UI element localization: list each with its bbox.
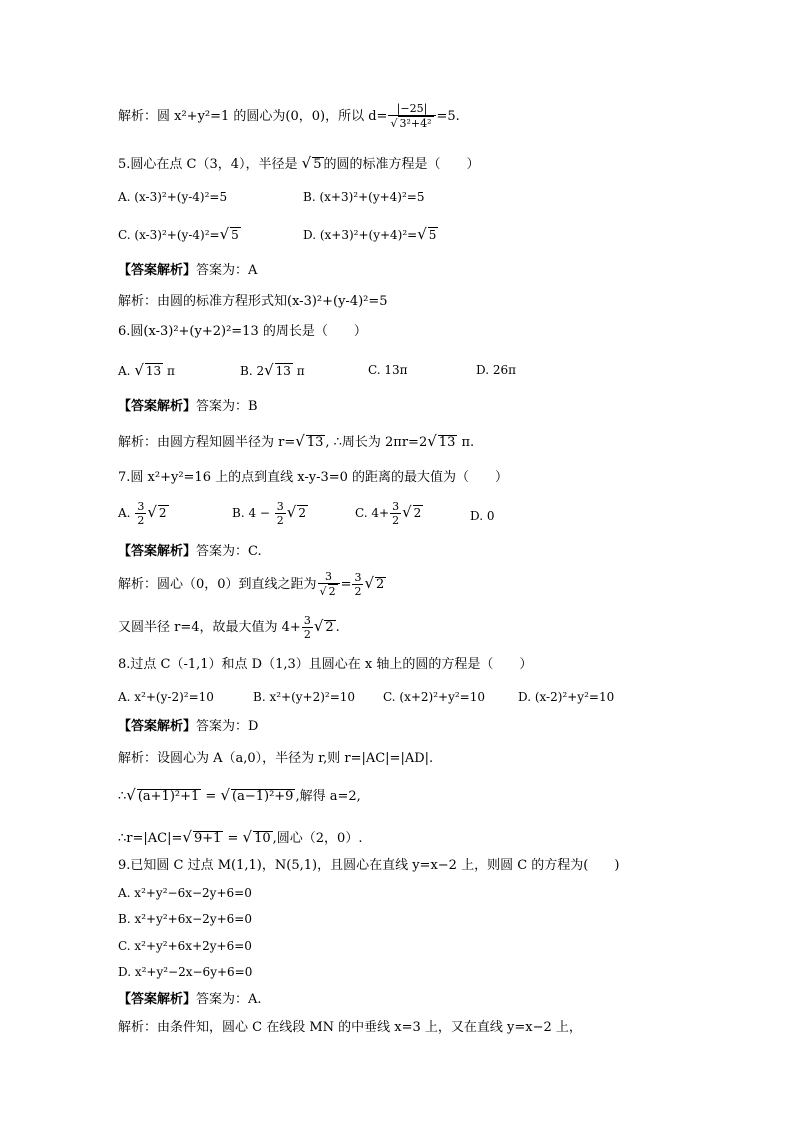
explanation-8c: ∴r=|AC|=√ 9+1 = √ 10 ,圆心（2，0）. [118, 828, 363, 846]
explanation-9: 解析：由条件知，圆心 C 在线段 MN 的中垂线 x=3 上，又在直线 y=x−2 上， [118, 1020, 582, 1035]
q8-option-b: B. x²+(y+2)²=10 [253, 690, 356, 704]
q7-option-b: B. 4 − $\frac{3}{2}$ √ 2 [232, 500, 306, 527]
q9-option-d: D. x²+y²−2x−6y+6=0 [118, 965, 253, 979]
question-5: 5.圆心在点 C（3，4），半径是 √ 5 的圆的标准方程是（ ） [118, 154, 480, 172]
q7-option-c: C. 4+ $\frac{3}{2}$ √ 2 [355, 500, 422, 527]
answer-8: 【答案解析】答案为：D [118, 719, 259, 734]
q6-option-b: B. 2√ 13 π [240, 361, 305, 379]
answer-6: 【答案解析】答案为：B [118, 399, 258, 414]
explanation-5: 解析：由圆的标准方程形式知(x-3)²+(y-4)²=5 [118, 294, 388, 309]
q8-option-a: A. x²+(y-2)²=10 [118, 690, 214, 704]
question-8: 8.过点 C（-1,1）和点 D（1,3）且圆心在 x 轴上的圆的方程是（ ） [118, 657, 533, 672]
q6-option-c: C. 13π [368, 363, 408, 377]
explanation-q4: 解析：圆 x²+y²=1 的圆心为(0，0)，所以 d= $\frac{|-25|}{\text{√ 3²+4²}}$ =5. [118, 102, 460, 130]
explanation-8b: ∴√ (a+1)²+1 = √ (a−1)²+9 ,解得 a=2, [118, 786, 361, 804]
q5-option-c: C. (x-3)²+(y-4)²=√ 5 [118, 225, 239, 243]
q9-option-c: C. x²+y²+6x+2y+6=0 [118, 939, 252, 953]
question-6: 6.圆(x-3)²+(y+2)²=13 的周长是（ ） [118, 324, 367, 339]
answer-5: 【答案解析】答案为：A [118, 263, 258, 278]
answer-7: 【答案解析】答案为：C. [118, 544, 262, 559]
q8-option-d: D. (x-2)²+y²=10 [518, 690, 615, 704]
distance-fraction: $\frac{|-25|}{\text{√ 3²+4²}}$ [388, 102, 435, 131]
q5-option-d: D. (x+3)²+(y+4)²=√ 5 [303, 225, 437, 243]
q5-option-a: A. (x-3)²+(y-4)²=5 [118, 190, 228, 204]
question-7: 7.圆 x²+y²=16 上的点到直线 x-y-3=0 的距离的最大值为（ ） [118, 470, 509, 485]
q7-option-a: A. $\frac{3}{2}$ √ 2 [118, 500, 167, 527]
q6-option-a: A. √ 13 π [118, 361, 175, 379]
explanation-6: 解析：由圆方程知圆半径为 r=√ 13 , ∴周长为 2πr=2√ 13 π. [118, 432, 475, 450]
explanation-8: 解析：设圆心为 A（a,0），半径为 r,则 r=|AC|=|AD|. [118, 751, 434, 766]
explanation-7b: 又圆半径 r=4，故最大值为 4+ $\frac{3}{2}$ √ 2 . [118, 614, 340, 641]
q5-option-b: B. (x+3)²+(y+4)²=5 [303, 190, 425, 204]
answer-9: 【答案解析】答案为：A. [118, 992, 262, 1007]
question-9: 9.已知圆 C 过点 M(1,1)，N(5,1)，且圆心在直线 y=x−2 上，则圆 C 的方程为( ) [118, 858, 620, 873]
explanation-7: 解析：圆心（0，0）到直线之距为 $\frac{3}{√ 2}$ = $\frac{3}{2}$ √ 2 [118, 570, 385, 598]
q7-option-d: D. 0 [470, 509, 495, 523]
q6-option-d: D. 26π [476, 363, 516, 377]
q8-option-c: C. (x+2)²+y²=10 [383, 690, 485, 704]
q9-option-a: A. x²+y²−6x−2y+6=0 [118, 886, 252, 900]
q9-option-b: B. x²+y²+6x−2y+6=0 [118, 912, 252, 926]
